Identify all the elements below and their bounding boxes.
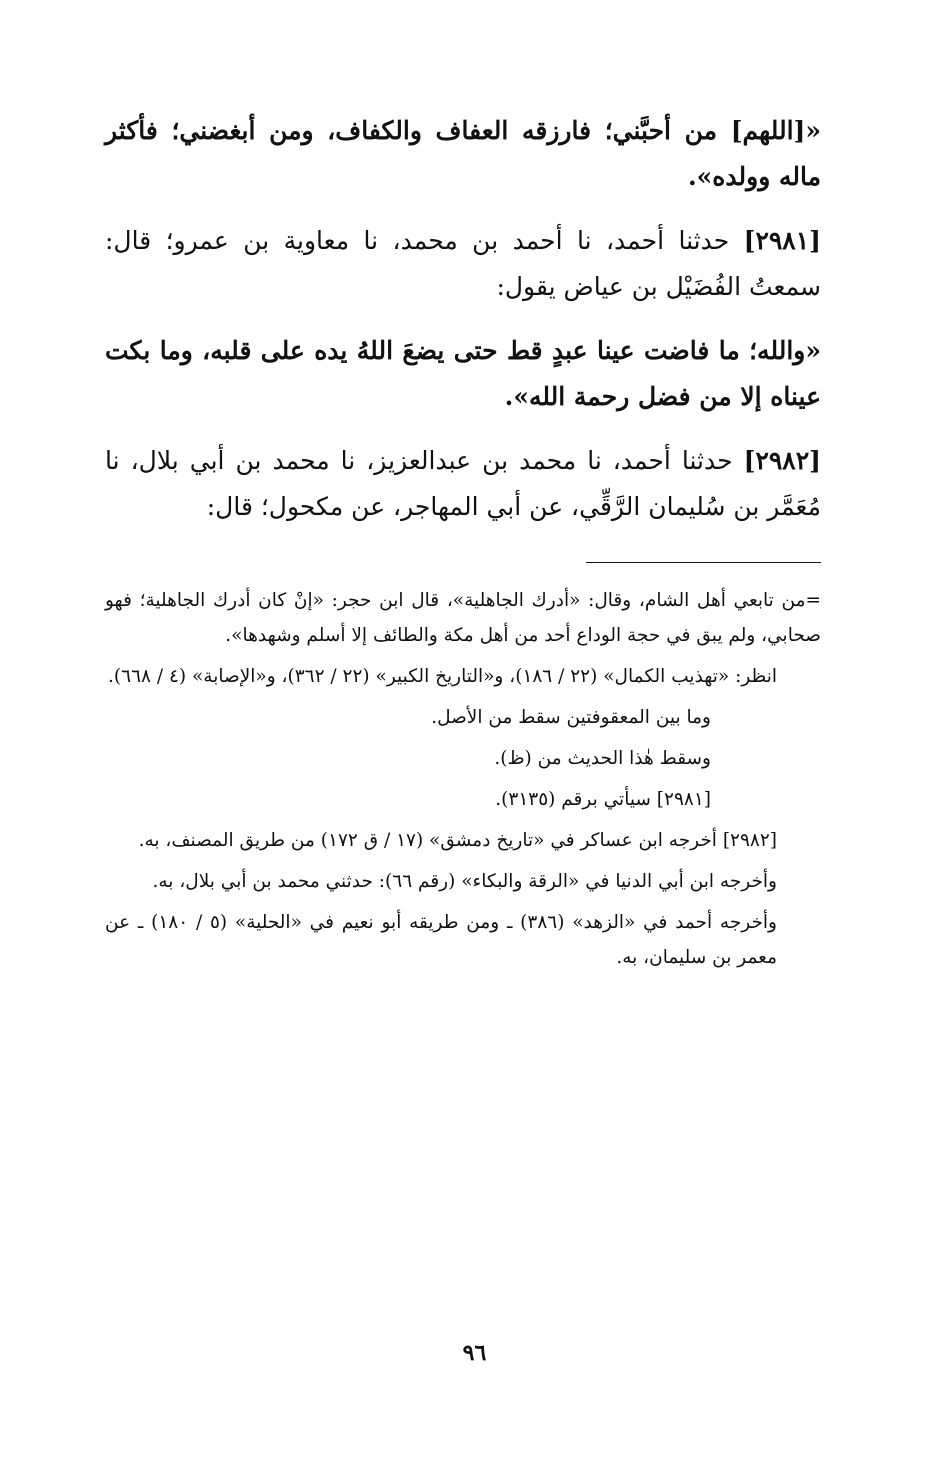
footnote-8: وأخرجه أحمد في «الزهد» (٣٨٦) ـ ومن طريقه أبو نعيم في «الحلية» (٥ / ١٨٠) ـ عن معمر بن سليمان، به. (105, 912, 777, 968)
isnad-2981 (105, 218, 821, 310)
footnote-4: وسقط هٰذا الحديث من (ظ). (494, 748, 711, 769)
hadith-number-2982: [٢٩٨٢] (743, 446, 821, 475)
footnote-7: وأخرجه ابن أبي الدنيا في «الرقة والبكاء» (رقم ٦٦): حدثني محمد بن أبي بلال، به. (152, 871, 777, 892)
page-number: ٩٦ (462, 1340, 487, 1366)
footnote-divider (586, 562, 821, 563)
footnote-6: [٢٩٨٢] أخرجه ابن عساكر في «تاريخ دمشق» (١٧ / ق ١٧٢) من طريق المصنف، به. (138, 830, 777, 851)
main-text (105, 108, 821, 530)
hadith-number-2981: [٢٩٨١] (743, 226, 821, 255)
hadith-quote-2: «والله؛ ما فاضت عينا عبدٍ قط حتى يضعَ اللهُ يده على قلبه، وما بكت عيناه إلا من فضل رحمة الله». (105, 336, 821, 411)
isnad-2982-text: حدثنا أحمد، نا محمد بن عبدالعزيز، نا محمد بن أبي بلال، نا مُعَمَّر بن سُليمان الرَّقِّي، عن أبي المهاجر، عن مكحول؛ قال: (105, 446, 821, 521)
book-page (105, 108, 821, 975)
footnote-3: وما بين المعقوفتين سقط من الأصل. (431, 707, 711, 728)
footnote-5: [٢٩٨١] سيأتي برقم (٣١٣٥). (495, 789, 711, 810)
isnad-2981-text: حدثنا أحمد، نا أحمد بن محمد، نا معاوية بن عمرو؛ قال: سمعتُ الفُضَيْل بن عياض يقول: (105, 226, 821, 301)
footnote-1: =من تابعي أهل الشام، وقال: «أدرك الجاهلية»، قال ابن حجر: «إنْ كان أدرك الجاهلية؛ فهو صحابي، ولم يبق في حجة الوداع أحد من أهل مكة والطائف إلا أسلم وشهدها». (105, 590, 821, 646)
hadith-quote-1: «[اللهم] من أحبَّني؛ فارزقه العفاف والكفاف، ومن أبغضني؛ فأكثر ماله وولده». (105, 116, 821, 191)
footnote-2: انظر: «تهذيب الكمال» (٢٢ / ١٨٦)، و«التاريخ الكبير» (٢٢ / ٣٦٢)، و«الإصابة» (٤ / ٦٦٨). (108, 666, 777, 687)
isnad-2982 (105, 438, 821, 530)
footnotes (105, 583, 821, 975)
